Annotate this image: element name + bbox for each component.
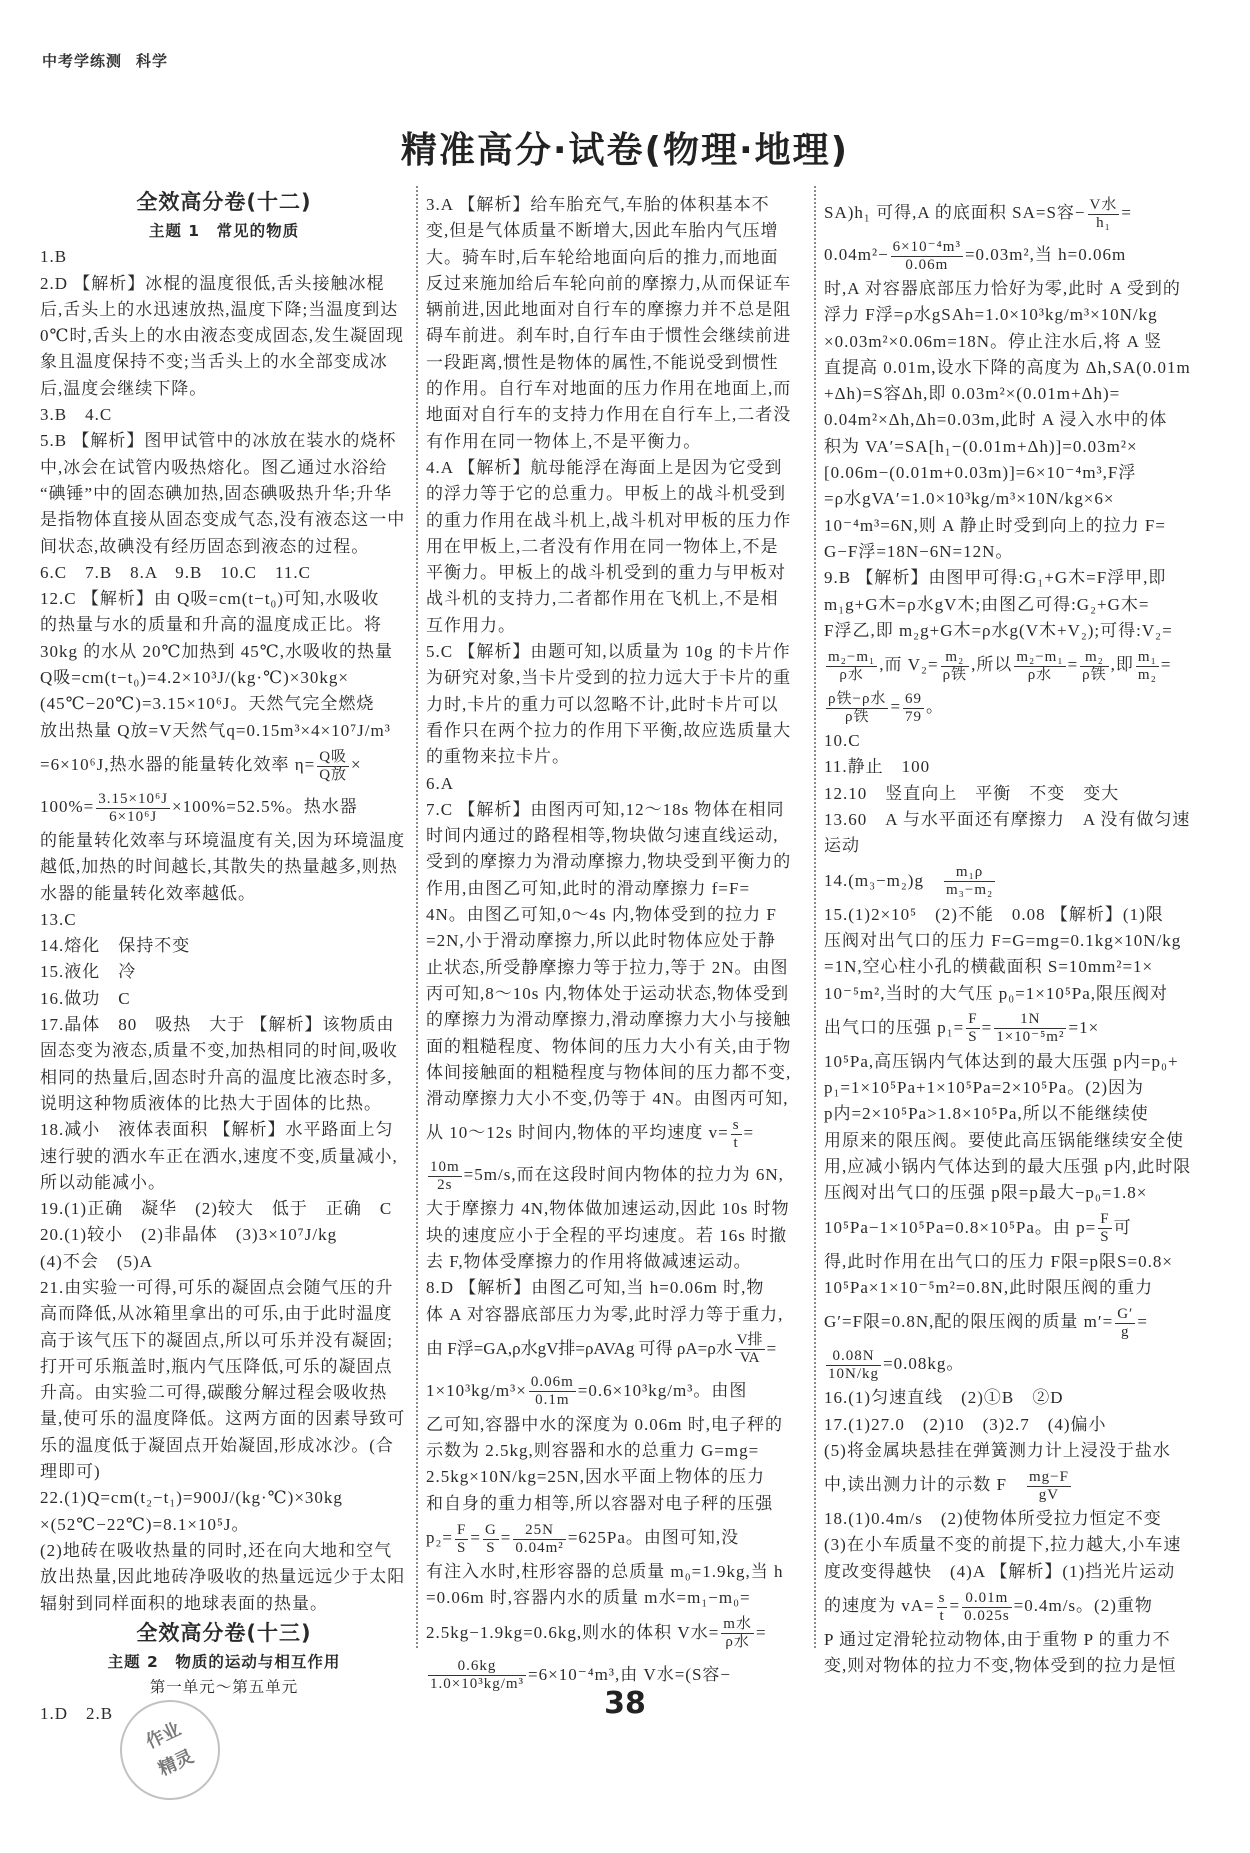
formula-text: G′=F限=0.8N,配的限压阀的质量 m′= <box>824 1312 1114 1332</box>
answer-line: 15.(1)2×10⁵ (2)不能 0.08 【解析】(1)限 <box>824 904 1164 924</box>
fraction-denominator: ρ铁 <box>1082 666 1107 683</box>
fraction-denominator: ρ铁 <box>942 666 968 683</box>
formula-text: SA)h₁ 可得,A 的底面积 SA=S容− <box>824 203 1086 222</box>
answer-line: 4.A 【解析】航母能浮在海面上是因为它受到 <box>426 457 783 477</box>
answer-line: 平衡力。甲板上的战斗机受到的重力与甲板对 <box>426 563 786 583</box>
answer-line: P 通过定滑轮拉动物体,由于重物 P 的重力不 <box>824 1629 1171 1649</box>
answer-line: 放出热量,因此地砖净吸收的热量远远少于太阳 <box>40 1567 406 1587</box>
answer-line: 0.04m²×Δh,Δh=0.03m,此时 A 浸入水中的体 <box>824 410 1168 430</box>
answer-line: 体 A 对容器底部压力为零,此时浮力等于重力, <box>426 1304 784 1324</box>
answer-line: 互作用力。 <box>426 615 516 635</box>
answer-line: 3.B 4.C <box>40 405 113 425</box>
answer-line: 9.B 【解析】由图甲可得:G₁+G木=F浮甲,即 <box>824 568 1167 588</box>
answer-line: 5.B 【解析】图甲试管中的冰放在装水的烧杯 <box>40 431 397 451</box>
answer-line: 12.10 竖直向上 平衡 不变 变大 <box>824 783 1120 803</box>
formula-line <box>824 644 1212 686</box>
formula-line <box>824 1007 1212 1049</box>
fraction <box>962 1590 1012 1625</box>
fraction-numerator: ρ铁−ρ水 <box>828 690 887 707</box>
answer-line: 用原来的限压阀。要使此高压锅能继续安全使 <box>824 1130 1184 1150</box>
formula-text: =0.6×10³kg/m³。由图 <box>577 1380 748 1400</box>
answer-line: 的浮力等于它的总重力。甲板上的战斗机受到 <box>426 484 786 504</box>
answer-line: 滑动摩擦力大小不变,仍等于 4N。由图丙可知, <box>426 1089 789 1109</box>
formula-text: = <box>890 697 902 717</box>
section-heading: 全效高分卷(十三) <box>136 1620 312 1645</box>
fraction-denominator: S <box>968 1029 978 1046</box>
fraction <box>826 1348 881 1383</box>
fraction-numerator: 0.06m <box>530 1374 574 1391</box>
answer-line: p内=2×10⁵Pa>1.8×10⁵Pa,所以不能继续使 <box>824 1104 1149 1124</box>
answer-line: 块的速度应小于全程的平均速度。若 16s 时撤 <box>426 1225 788 1245</box>
fraction <box>1115 1306 1135 1341</box>
answer-line: 的能量转化效率与环境温度有关,因为环境温度 <box>40 830 406 850</box>
answer-line: 得,此时作用在出气口的压力 F限=p限S=0.8× <box>824 1251 1173 1271</box>
fraction-denominator: t <box>733 1134 739 1151</box>
fraction <box>721 1616 754 1651</box>
answer-line: 13.C <box>40 909 77 929</box>
answer-line: 10⁻⁴m³=6N,则 A 静止时受到向上的拉力 F= <box>824 515 1166 535</box>
formula-text: = <box>743 1123 755 1143</box>
answer-line: 水器的能量转化效率越低。 <box>40 883 256 903</box>
formula-text: ,所以 <box>971 655 1013 675</box>
answer-line: 17.晶体 80 吸热 大于 【解析】该物质由 <box>40 1015 395 1035</box>
formula-line <box>824 1207 1212 1249</box>
answer-line: 战斗机的支持力,二者都作用在飞机上,不是相 <box>426 589 779 609</box>
answer-line: 变,但是气体质量不断增大,因此车胎内气压增 <box>426 221 779 241</box>
fraction-numerator: m水 <box>723 1616 752 1633</box>
formula-text: ,而 V₂= <box>879 655 939 675</box>
fraction-denominator: t <box>939 1607 945 1624</box>
fraction-numerator: mg−F <box>1028 1468 1069 1485</box>
answer-line: 19.(1)正确 凝华 (2)较大 低于 正确 C <box>40 1199 393 1219</box>
fraction-numerator: 1N <box>994 1011 1066 1029</box>
answer-line: 时间内通过的路程相等,物块做匀速直线运动, <box>426 826 779 846</box>
answer-line: 固态变为液态,质量不变,加热相同的时间,吸收 <box>40 1041 398 1061</box>
formula-text: 由 F浮=GA,ρ水gV排=ρAVAg 可得 ρA=ρ水 <box>426 1338 733 1358</box>
answer-line: 受到的摩擦力为滑动摩擦力,物块受到平衡力的 <box>426 852 792 872</box>
fraction <box>1136 649 1159 684</box>
fraction <box>1014 649 1065 684</box>
fraction-numerator: V水 <box>1089 196 1118 213</box>
answer-line: 力时,卡片的重力可以忽略不计,此时卡片可以 <box>426 694 779 714</box>
formula-line <box>426 1112 804 1154</box>
formula-text: = <box>1137 1312 1148 1332</box>
formula-text: 从 10～12s 时间内,物体的平均速度 v= <box>426 1123 729 1143</box>
fraction-numerator: m₂ <box>941 649 970 667</box>
answer-line: 后,温度会继续下降。 <box>40 378 208 398</box>
answer-column-middle <box>426 192 804 1696</box>
fraction <box>966 1011 979 1046</box>
answer-line: 浮力 F浮=ρ水gSAh=1.0×10³kg/m³×10N/kg <box>824 305 1158 325</box>
answer-line: +Δh)=S容Δh,即 0.03m²×(0.01m+Δh)= <box>824 384 1121 404</box>
formula-text: = <box>949 1595 961 1615</box>
answer-line: 理即可) <box>40 1462 101 1482</box>
formula-text: = <box>1067 655 1079 675</box>
formula-line <box>824 1343 1212 1385</box>
answer-line: ×0.03m²×0.06m=18N。停止注水后,将 A 竖 <box>824 331 1163 351</box>
formula-line <box>824 192 1212 234</box>
answer-line: 积为 VA′=SA[h₁−(0.01m+Δh)]=0.03m²× <box>824 436 1138 456</box>
answer-line: 大于摩擦力 4N,物体做加速运动,因此 10s 时物 <box>426 1199 790 1219</box>
fraction-numerator: G <box>484 1521 497 1538</box>
formula-text: 中,读出测力计的示数 F <box>824 1475 1025 1495</box>
answer-line: 变,则对物体的拉力不变,物体受到的拉力是恒 <box>824 1656 1177 1676</box>
answer-line: m₁g+G木=ρ水gV木;由图乙可得:G₂+G木= <box>824 594 1150 614</box>
answer-line: [0.06m−(0.01m+0.03m)]=6×10⁻⁴m³,F浮 <box>824 463 1137 483</box>
fraction-numerator: 0.01m <box>962 1590 1012 1608</box>
answer-line: 放出热量 Q放=V天然气q=0.15m³×4×10⁷J/m³ <box>40 720 391 740</box>
answer-line: 8.D 【解析】由图乙可知,当 h=0.06m 时,物 <box>426 1278 765 1298</box>
fraction-numerator: F <box>457 1521 467 1538</box>
formula-text: p₂= <box>426 1528 454 1548</box>
answer-line: =2N,小于滑动摩擦力,所以此时物体应处于静 <box>426 931 776 951</box>
formula-text: 0.04m²− <box>824 245 889 264</box>
fraction-denominator: ρ水 <box>839 666 864 683</box>
answer-line: (2)地砖在吸收热量的同时,还在向大地和空气 <box>40 1540 393 1560</box>
formula-text: 100%= <box>40 796 95 816</box>
formula-line <box>40 744 408 786</box>
formula-line <box>824 1464 1212 1506</box>
answer-line: 的摩擦力为滑动摩擦力,滑动摩擦力大小与接触 <box>426 1010 792 1030</box>
formula-text: = <box>981 1017 993 1037</box>
formula-line <box>824 1301 1212 1343</box>
answer-line: 运动 <box>824 836 860 856</box>
answer-line: 升高。由实验二可得,碳酸分解过程会吸收热 <box>40 1383 388 1403</box>
formula-text: =5m/s,而在这段时间内物体的拉力为 6N, <box>463 1165 784 1185</box>
fraction <box>455 1522 468 1557</box>
fraction <box>891 239 963 274</box>
fraction <box>731 1117 742 1152</box>
answer-line: 压阀对出气口的压强 p限=p最大−p₀=1.8× <box>824 1183 1148 1203</box>
fraction-denominator: Q放 <box>319 766 348 783</box>
fraction-numerator: 3.15×10⁶J <box>98 790 169 807</box>
fraction-denominator: 1×10⁻⁵m² <box>996 1029 1065 1046</box>
formula-text: = <box>766 1338 777 1358</box>
fraction-numerator: F <box>1100 1211 1110 1228</box>
answer-line: 后,舌头上的水迅速放热,温度下降;当温度到达 <box>40 299 399 319</box>
answer-line: 去 F,物体受摩擦力的作用将做减速运动。 <box>426 1251 752 1271</box>
answer-line: 10⁵Pa,高压锅内气体达到的最大压强 p内=p₀+ <box>824 1051 1179 1071</box>
answer-line: 直提高 0.01m,设水下降的高度为 Δh,SA(0.01m <box>824 357 1191 377</box>
fraction-numerator: m₁ρ <box>944 864 995 882</box>
answer-line: 作用,由图乙可知,此时的滑动摩擦力 f=F= <box>426 878 751 898</box>
fraction <box>1027 1469 1071 1504</box>
formula-text: = <box>470 1528 481 1548</box>
answer-line: =1N,空心柱小孔的横截面积 S=10mm²=1× <box>824 957 1154 977</box>
fraction-denominator: ρ水 <box>725 1634 750 1651</box>
answer-line: 30kg 的水从 20℃加热到 45℃,水吸收的热量 <box>40 641 394 661</box>
answer-line: 12.C 【解析】由 Q吸=cm(t−t₀)可知,水吸收 <box>40 589 380 609</box>
fraction-denominator: S <box>1100 1229 1110 1246</box>
fraction-numerator: 10m <box>430 1158 460 1175</box>
answer-line: 1.B <box>40 247 68 267</box>
fraction-numerator: V排 <box>736 1332 763 1349</box>
answer-line: F浮乙,即 m₂g+G木=ρ水g(V木+V₂);可得:V₂= <box>824 620 1173 640</box>
answer-line: =ρ水gVA′=1.0×10³kg/m³×10N/kg×6× <box>824 489 1115 509</box>
answer-line: (5)将金属块悬挂在弹簧测力计上浸没于盐水 <box>824 1440 1171 1460</box>
fraction-numerator: s <box>732 1116 740 1133</box>
answer-line: 越低,加热的时间越长,其散失的热量越多,则热 <box>40 857 398 877</box>
fraction-denominator: 6×10⁶J <box>109 808 158 825</box>
answer-line: =0.06m 时,容器内水的质量 m水=m₁−m₀= <box>426 1588 751 1608</box>
fraction-denominator: 1.0×10³kg/m³ <box>430 1676 525 1693</box>
answer-line: 是指物体直接从固态变成气态,没有液态这一中 <box>40 510 406 530</box>
answer-line: ×(52℃−22℃)=8.1×10⁵J。 <box>40 1514 250 1534</box>
fraction-numerator: 6×10⁻⁴m³ <box>892 238 961 255</box>
fraction-numerator: m₂ <box>1080 649 1109 667</box>
formula-text: = <box>500 1528 512 1548</box>
fraction-numerator: m₁ <box>1137 648 1157 665</box>
fraction-denominator: 0.06m <box>905 256 949 273</box>
answer-line: 1.D 2.B <box>40 1704 114 1724</box>
formula-text: ×100%=52.5%。热水器 <box>172 796 358 816</box>
column-divider <box>814 186 816 1648</box>
formula-line <box>824 234 1212 276</box>
answer-line: 2.5kg×10N/kg=25N,因水平面上物体的压力 <box>426 1467 765 1487</box>
formula-text: = <box>1160 655 1172 675</box>
fraction <box>826 649 877 684</box>
answer-line: 6.A <box>426 773 455 793</box>
answer-line: 有作用在同一物体上,不是平衡力。 <box>426 431 702 451</box>
answer-line: 为研究对象,当卡片受到的拉力远大于卡片的重 <box>426 668 792 688</box>
answer-line: 16.做功 C <box>40 988 131 1008</box>
formula-text: =0.4m/s。(2)重物 <box>1013 1595 1153 1615</box>
column-divider <box>416 186 418 1648</box>
fraction <box>1080 649 1109 684</box>
fraction <box>735 1332 765 1367</box>
answer-line: Q吸=cm(t−t₀)=4.2×10³J/(kg·℃)×30kg× <box>40 668 349 688</box>
answer-line: 象且温度保持不变;当舌头上的水全部变成冰 <box>40 352 388 372</box>
section-heading: 全效高分卷(十二) <box>136 190 312 214</box>
answer-line: 相同的热量后,固态时升高的温度比液态时多, <box>40 1067 393 1087</box>
fraction-numerator: m₂−m₁ <box>828 648 876 665</box>
fraction-numerator: 0.6kg <box>428 1658 526 1676</box>
fraction-numerator: 69 <box>905 690 923 707</box>
answer-line: 辆前进,因此地面对自行车的摩擦力并不总是阻 <box>426 300 792 320</box>
answer-line: 15.液化 冷 <box>40 962 137 982</box>
fraction-denominator: ρ水 <box>1027 666 1053 683</box>
fraction-denominator: 0.04m² <box>515 1539 564 1556</box>
answer-line: 21.由实验一可得,可乐的凝固点会随气压的升 <box>40 1277 394 1297</box>
answer-line: 0℃时,舌头上的水由液态变成固态,发生凝固现 <box>40 326 405 346</box>
answer-line: 丙可知,8～10s 内,物体处于运动状态,物体受到 <box>426 983 790 1003</box>
page-title: 精准高分·试卷(物理·地理) <box>400 130 850 171</box>
formula-text: =625Pa。由图可知,没 <box>567 1528 740 1548</box>
formula-text: 10⁵Pa−1×10⁵Pa=0.8×10⁵Pa。由 p= <box>824 1217 1097 1237</box>
answer-line: 和自身的重力相等,所以容器对电子秤的压强 <box>426 1493 774 1513</box>
answer-line: 17.(1)27.0 (2)10 (3)2.7 (4)偏小 <box>824 1414 1107 1434</box>
formula-line <box>426 1328 804 1370</box>
answer-line: 14.熔化 保持不变 <box>40 936 191 956</box>
answer-line: 乙可知,容器中水的深度为 0.06m 时,电子秤的 <box>426 1414 783 1434</box>
fraction-denominator: S <box>457 1539 467 1556</box>
answer-line: 4N。由图乙可知,0～4s 内,物体受到的拉力 F <box>426 905 777 925</box>
formula-text: =6×10⁶J,热水器的能量转化效率 η= <box>40 754 316 774</box>
formula-text: =1× <box>1068 1017 1100 1037</box>
section-subheading: 主题 2 物质的运动与相互作用 <box>107 1652 341 1671</box>
answer-line: 所以动能减小。 <box>40 1172 166 1192</box>
answer-line: 18.减小 液体表面积 【解析】水平路面上匀 <box>40 1120 394 1140</box>
answer-line: 看作只在两个拉力的作用下平衡,故应选质量大 <box>426 720 792 740</box>
fraction-numerator: F <box>968 1011 978 1028</box>
answer-line: (4)不会 (5)A <box>40 1251 153 1271</box>
fraction-denominator: m₂ <box>1137 666 1157 683</box>
answer-line: 用在甲板上,二者没有作用在同一物体上,不是 <box>426 536 779 556</box>
formula-text: 出气口的压强 p₁= <box>824 1017 965 1037</box>
fraction-denominator: ρ铁 <box>844 708 870 725</box>
answer-line: 22.(1)Q=cm(t₂−t₁)=900J/(kg·℃)×30kg <box>40 1488 343 1508</box>
fraction-denominator: 2s <box>437 1176 453 1193</box>
answer-line: 11.静止 100 <box>824 757 931 777</box>
formula-text: = <box>755 1622 767 1642</box>
answer-line: 面的粗糙程度、物体间的压力大小有关,由于物 <box>426 1036 792 1056</box>
formula-text: 的速度为 vA= <box>824 1595 935 1615</box>
formula-line <box>426 1154 804 1196</box>
answer-line: (45℃−20℃)=3.15×10⁶J。天然气完全燃烧 <box>40 694 375 714</box>
answer-line: 压阀对出气口的压力 F=G=mg=0.1kg×10N/kg <box>824 930 1182 950</box>
fraction-denominator: gV <box>1038 1486 1060 1503</box>
formula-text: 2.5kg−1.9kg=0.6kg,则水的体积 V水= <box>426 1622 720 1642</box>
fraction-numerator: s <box>938 1589 946 1606</box>
answer-line: 3.A 【解析】给车胎充气,车胎的体积基本不 <box>426 195 770 214</box>
answer-line: (3)在小车质量不变的前提下,拉力越大,小车速 <box>824 1535 1182 1555</box>
answer-line: 大。骑车时,后车轮给地面向后的推力,而地面 <box>426 247 779 267</box>
answer-line: 16.(1)匀速直线 (2)①B ②D <box>824 1388 1064 1408</box>
formula-line <box>824 1585 1212 1627</box>
answer-line: 示数为 2.5kg,则容器和水的总重力 G=mg= <box>426 1441 760 1461</box>
fraction <box>96 791 170 826</box>
answer-line: 13.60 A 与水平面还有摩擦力 A 没有做匀速 <box>824 810 1191 830</box>
fraction <box>513 1522 565 1557</box>
answer-line: 的作用。自行车对地面的压力作用在地面上,而 <box>426 379 792 399</box>
answer-line: 乐的温度低于凝固点开始凝固,形成冰沙。(合 <box>40 1435 394 1455</box>
section-subheading: 主题 1 常见的物质 <box>148 222 300 240</box>
formula-line <box>824 686 1212 728</box>
fraction <box>529 1374 576 1409</box>
formula-text: =0.08kg。 <box>883 1354 965 1374</box>
answer-line: 的热量与水的质量和升高的温度成正比。将 <box>40 615 382 635</box>
answer-line: 用,应减小锅内气体达到的最大压强 p内,此时限 <box>824 1157 1192 1177</box>
unit-range: 第一单元～第五单元 <box>149 1679 299 1697</box>
answer-line: 10⁻⁵m²,当时的大气压 p₀=1×10⁵Pa,限压阀对 <box>824 983 1168 1003</box>
answer-line: 止状态,所受静摩擦力等于拉力,等于 2N。由图 <box>426 957 789 977</box>
answer-line: “碘锤”中的固态碘加热,固态碘吸热升华;升华 <box>40 483 393 503</box>
formula-line <box>40 786 408 828</box>
answer-line: 地面对自行车的支持力作用在自行车上,二者没 <box>426 405 792 425</box>
formula-text: 14.(m₃−m₂)g <box>824 870 942 890</box>
fraction <box>826 691 888 726</box>
answer-line: 时,A 对容器底部压力恰好为零,此时 A 受到的 <box>824 279 1181 298</box>
answer-line: 高于该气压下的凝固点,所以可乐并没有凝固; <box>40 1330 393 1350</box>
fraction-numerator: 25N <box>513 1522 565 1540</box>
book-title: 中考学练测 <box>42 52 123 70</box>
fraction-denominator: 79 <box>905 708 923 725</box>
fraction-denominator: 10N/kg <box>828 1365 879 1382</box>
answer-line: 7.C 【解析】由图丙可知,12～18s 物体在相同 <box>426 799 785 819</box>
fraction-denominator: 0.025s <box>964 1607 1010 1624</box>
formula-line <box>824 860 1212 902</box>
formula-line <box>426 1612 804 1654</box>
fraction-numerator: Q吸 <box>319 748 348 765</box>
fraction <box>1088 197 1120 232</box>
subject-label: 科学 <box>136 52 169 70</box>
formula-line <box>426 1517 804 1559</box>
fraction <box>1098 1211 1111 1246</box>
fraction <box>944 864 995 899</box>
fraction-denominator: 0.1m <box>535 1392 570 1409</box>
formula-text: ,即 <box>1110 655 1134 675</box>
answer-line: 的重力作用在战斗机上,战斗机对甲板的压力作 <box>426 510 792 530</box>
fraction-denominator: h₁ <box>1096 214 1111 231</box>
page-number: 38 <box>604 1686 646 1721</box>
answer-line: G−F浮=18N−6N=12N。 <box>824 541 1014 561</box>
answer-line: 中,冰会在试管内吸热熔化。图乙通过水浴给 <box>40 457 388 477</box>
answer-line: 说明这种物质液体的比热大于固体的比热。 <box>40 1093 382 1113</box>
formula-text: 1×10³kg/m³× <box>426 1380 527 1400</box>
answer-line: 5.C 【解析】由题可知,以质量为 10g 的卡片作 <box>426 642 791 662</box>
fraction-denominator: m₃−m₂ <box>945 882 994 899</box>
answer-line: 高而降低,从冰箱里拿出的可乐,由于此时温度 <box>40 1304 393 1324</box>
formula-text: =6×10⁻⁴m³,由 V水=(S容− <box>528 1664 732 1684</box>
formula-text: × <box>351 754 362 774</box>
formula-text: 可 <box>1113 1217 1132 1237</box>
answer-line: 量,使可乐的温度降低。这两方面的因素导致可 <box>40 1409 406 1429</box>
answer-line: 碍车前进。刹车时,自行车由于惯性会继续前进 <box>426 326 792 346</box>
fraction-numerator: m₂−m₁ <box>1016 648 1064 665</box>
fraction-denominator: g <box>1121 1323 1130 1340</box>
formula-text: 。 <box>926 697 945 717</box>
fraction <box>483 1522 499 1557</box>
answer-column-right <box>824 192 1212 1680</box>
answer-line: 2.D 【解析】冰棍的温度很低,舌头接触冰棍 <box>40 273 385 293</box>
running-header <box>42 50 182 71</box>
answer-line: 6.C 7.B 8.A 9.B 10.C 11.C <box>40 562 311 582</box>
answer-line: 有注入水时,柱形容器的总质量 m₀=1.9kg,当 h <box>426 1562 784 1582</box>
formula-line <box>426 1370 804 1412</box>
answer-line: 的重物来拉卡片。 <box>426 747 570 767</box>
fraction-numerator: G′ <box>1117 1305 1134 1322</box>
fraction-denominator: VA <box>739 1350 760 1367</box>
answer-line: p₁=1×10⁵Pa+1×10⁵Pa=2×10⁵Pa。(2)因为 <box>824 1078 1145 1098</box>
fraction-denominator: S <box>486 1539 496 1556</box>
answer-line: 一段距离,惯性是物体的属性,不能说受到惯性 <box>426 352 779 372</box>
fraction <box>994 1011 1066 1046</box>
fraction <box>428 1159 462 1194</box>
fraction-numerator: 0.08N <box>826 1348 881 1366</box>
fraction <box>941 649 970 684</box>
answer-line: 体间接触面的粗糙程度与物体间的压力都不变, <box>426 1062 792 1082</box>
formula-text: = <box>1121 203 1132 222</box>
answer-line: 10.C <box>824 731 861 751</box>
answer-line: 速行驶的洒水车正在洒水,速度不变,质量减小, <box>40 1146 398 1166</box>
answer-line: 打开可乐瓶盖时,瓶内气压降低,可乐的凝固点 <box>40 1356 393 1376</box>
answer-line: 度改变得越快 (4)A 【解析】(1)挡光片运动 <box>824 1561 1176 1581</box>
answer-line: 18.(1)0.4m/s (2)使物体所受拉力恒定不变 <box>824 1509 1162 1529</box>
answer-line: 反过来施加给后车轮向前的摩擦力,从而保证车 <box>426 273 792 293</box>
answer-line: 20.(1)较小 (2)非晶体 (3)3×10⁷J/kg <box>40 1225 338 1245</box>
fraction <box>317 749 349 784</box>
answer-line: 辐射到同样面积的地球表面的热量。 <box>40 1593 328 1613</box>
answer-line: 10⁵Pa×1×10⁻⁵m²=0.8N,此时限压阀的重力 <box>824 1277 1154 1297</box>
formula-text: =0.03m²,当 h=0.06m <box>964 245 1127 264</box>
answer-line: 间状态,故碘没有经历固态到液态的过程。 <box>40 536 370 556</box>
fraction <box>937 1590 948 1625</box>
answer-column-left <box>40 186 408 1728</box>
stamp-text: 作业 <box>142 1718 185 1754</box>
stamp-text: 精灵 <box>155 1746 197 1781</box>
fraction <box>903 691 924 726</box>
